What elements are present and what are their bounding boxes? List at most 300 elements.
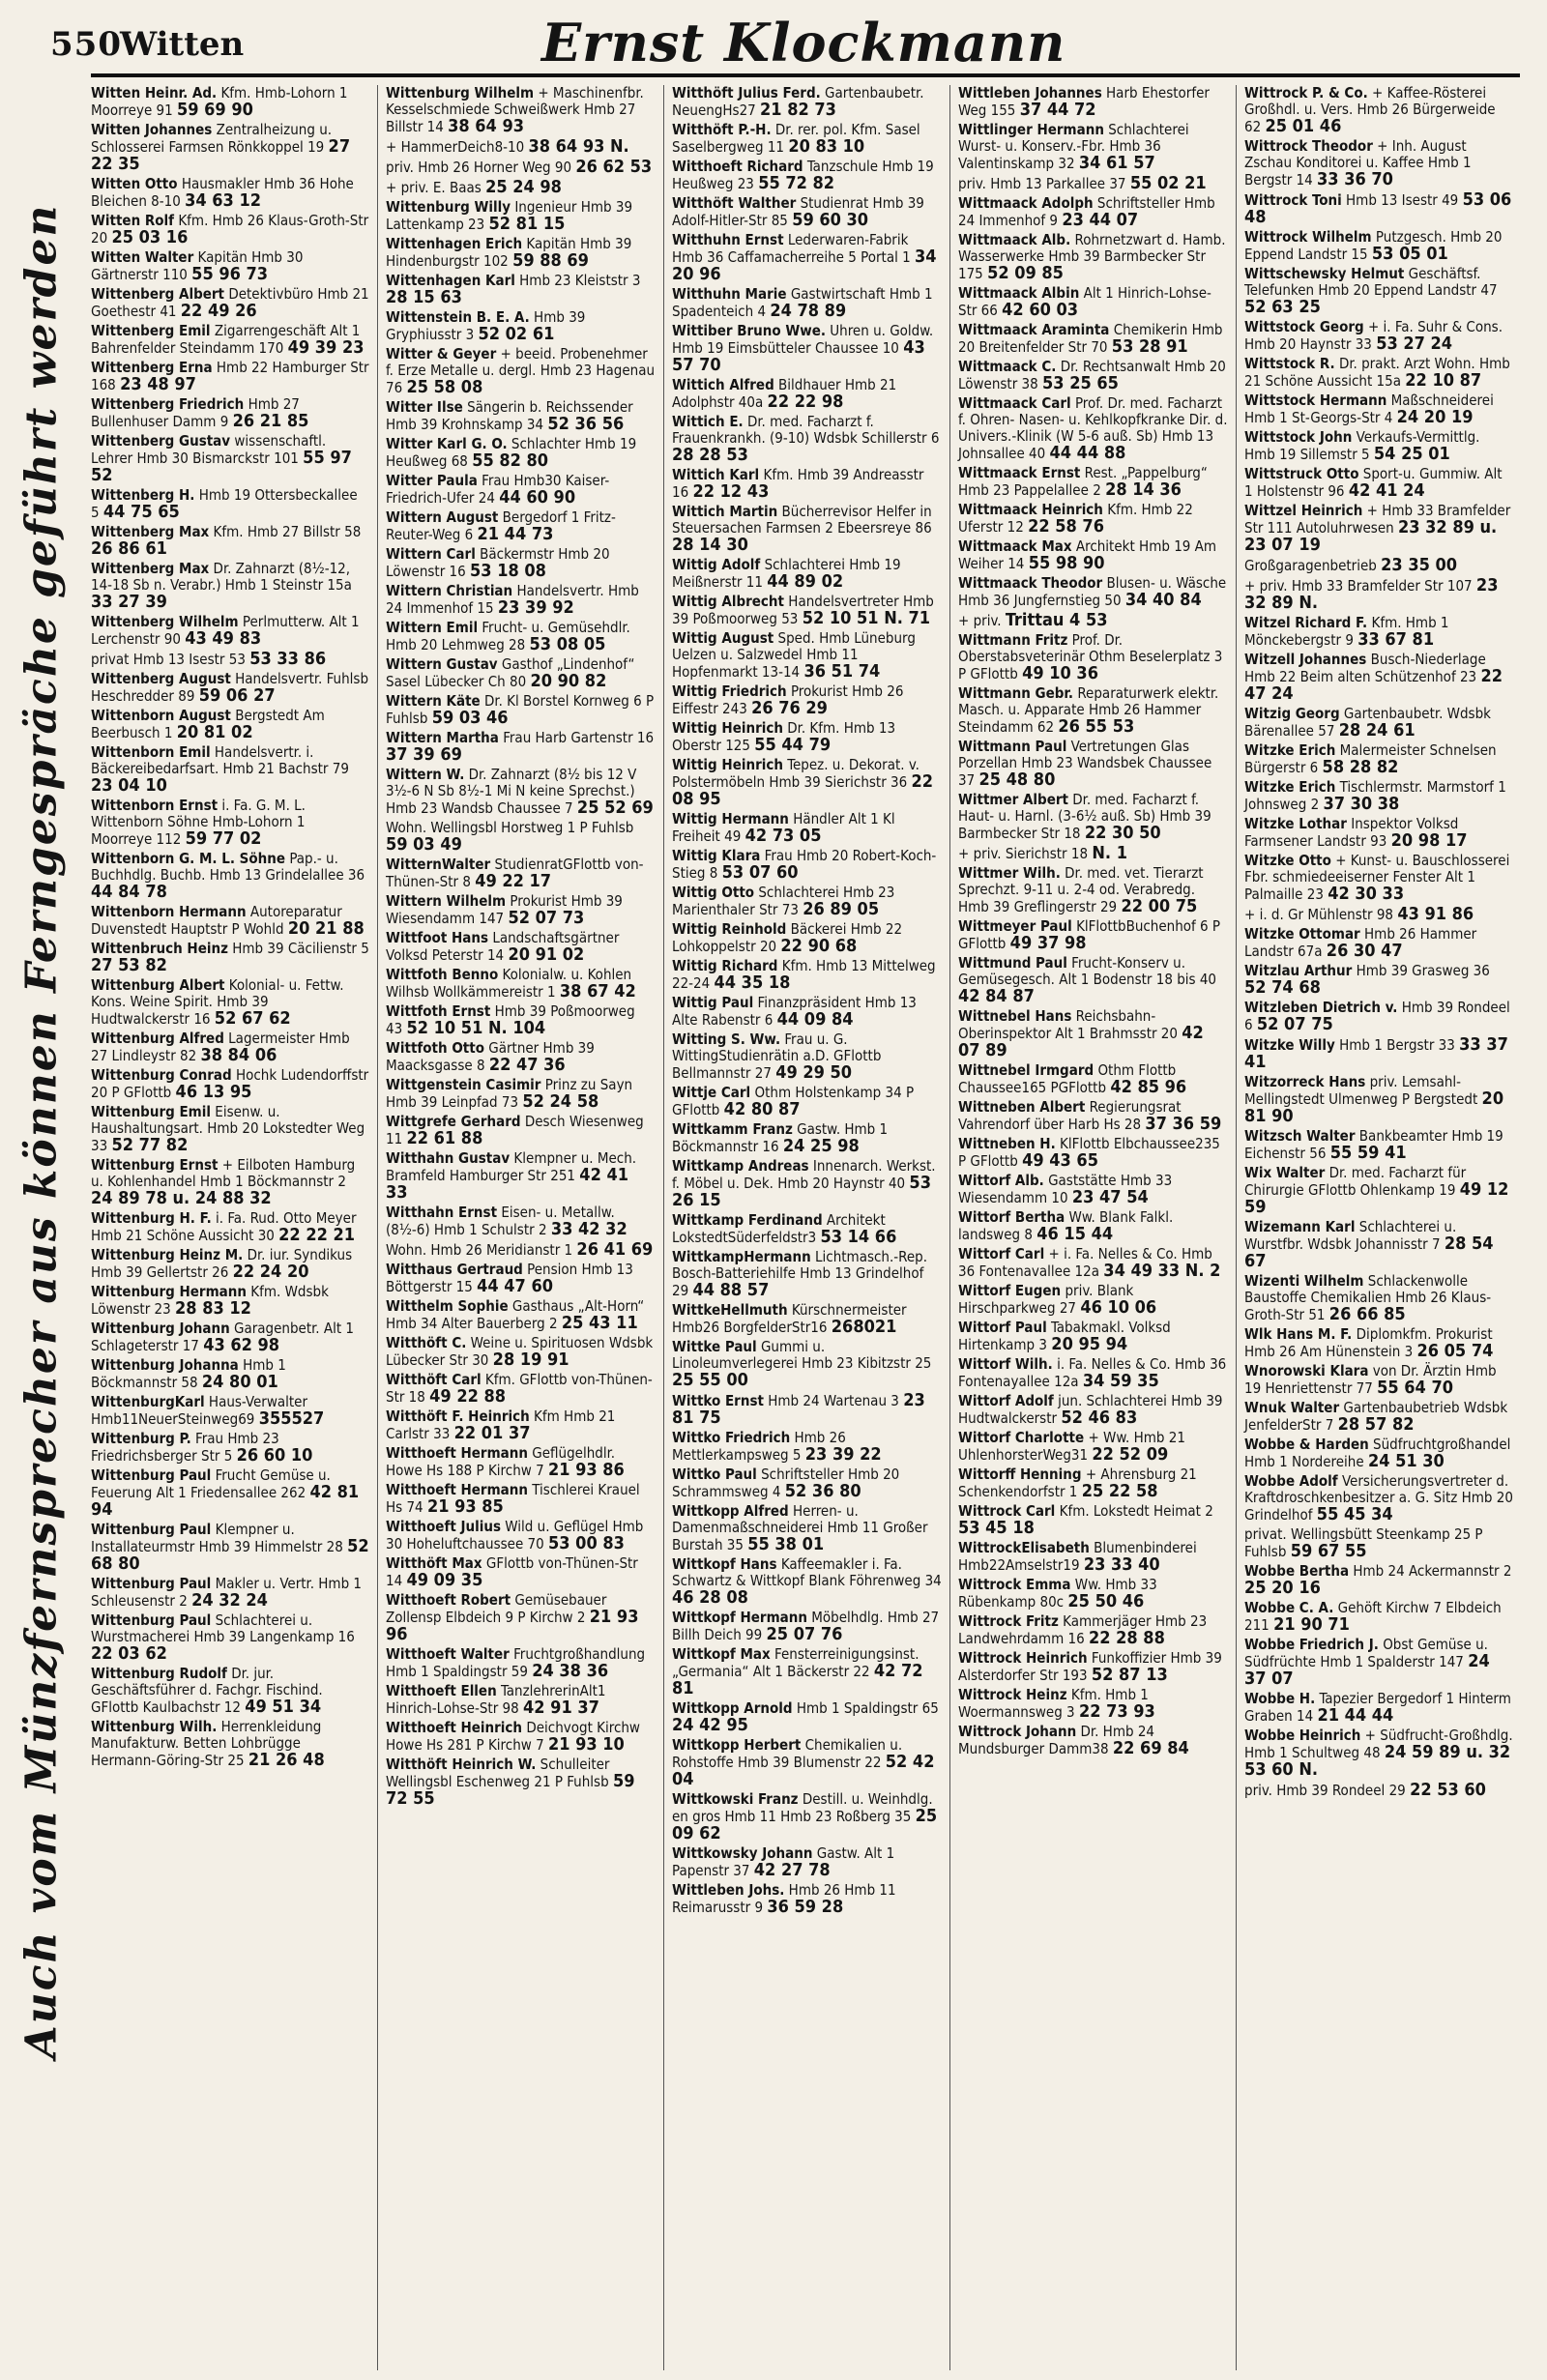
directory-entry [958, 232, 1228, 282]
entry-name: Wittig Richard [672, 957, 778, 974]
directory-entry [672, 195, 942, 229]
entry-name: Wittkowsky Johann [672, 1844, 813, 1862]
phone-number: 26 60 10 [236, 1445, 313, 1466]
directory-entry [672, 557, 942, 591]
entry-name: Witthoeft Julius [386, 1518, 501, 1535]
entry-details: Frau Harb Gartenstr 16 [503, 729, 655, 746]
entry-name: Witthahn Ernst [386, 1204, 498, 1221]
directory-entry [91, 1210, 369, 1244]
entry-details: Blumenbinderei Hmb22Amselstr19 [958, 1539, 1197, 1574]
directory-entry [1244, 429, 1514, 463]
entry-details: Funkoffizier Hmb 39 Alsterdorfer Str 193 [958, 1649, 1222, 1684]
directory-entry [958, 122, 1228, 172]
entry-details: Ww. Blank Falkl. landsweg 8 [958, 1208, 1174, 1243]
entry-details: Busch-Niederlage Hmb 22 Beim alten Schützenhof 23 [1244, 651, 1486, 685]
phone-number: 53 26 15 [672, 1173, 931, 1210]
entry-details: Chemikalien u. Rohstoffe Hmb 39 Blumenstr 22 [672, 1736, 903, 1771]
directory-entry [91, 433, 369, 484]
phone-number: 49 37 98 [1009, 933, 1087, 953]
phone-number: 55 02 21 [1129, 173, 1207, 193]
entry-name: Witthoeft Heinrich [386, 1719, 523, 1736]
directory-entry [1244, 466, 1514, 500]
entry-name: Wobbe C. A. [1244, 1599, 1334, 1616]
directory-entry [1244, 392, 1514, 426]
directory-entry [1244, 906, 1514, 923]
phone-number: 53 18 08 [470, 561, 546, 581]
directory-entry [91, 396, 369, 430]
entry-details: Blusen- u. Wäsche Hmb 36 Jungfernstieg 50 [958, 574, 1227, 609]
directory-entry [1244, 926, 1514, 960]
phone-number: 22 53 60 [1410, 1780, 1486, 1800]
entry-details: Wohn. Wellingsbl Horstweg 1 P Fuhlsb [386, 819, 634, 836]
entry-name: Wittenburg Paul [91, 1611, 212, 1629]
directory-entry [386, 967, 656, 1001]
directory-entry [672, 630, 942, 681]
phone-number: 59 03 49 [386, 834, 462, 855]
entry-name: Wittneben Albert [958, 1098, 1086, 1116]
entry-name: Wittenburg Emil [91, 1103, 211, 1120]
entry-details: Dr. Kfm. Hmb 13 Oberstr 125 [672, 719, 896, 754]
entry-details: Hmb 13 Isestr 49 [1346, 191, 1459, 209]
directory-columns [91, 85, 1522, 2370]
phone-number: 36 59 28 [767, 1897, 844, 1917]
entry-name: Wittkamp Ferdinand [672, 1211, 823, 1229]
phone-number: 52 42 04 [672, 1752, 935, 1789]
entry-name: Wittenburg Ernst [91, 1156, 219, 1174]
phone-number: 28 14 36 [1105, 479, 1182, 500]
entry-details: Handelsvertr. Hmb 24 Immenhof 15 [386, 582, 639, 617]
entry-name: Wittnebel Irmgard [958, 1061, 1095, 1079]
entry-details: Zigarrengeschäft Alt 1 Bahrenfelder Steindamm 170 [91, 322, 361, 357]
directory-entry [386, 767, 656, 817]
directory-entry [91, 1357, 369, 1391]
entry-details: Hmb 39 Gryphiusstr 3 [386, 308, 586, 343]
phone-number: 44 75 65 [102, 502, 180, 522]
directory-entry [91, 85, 369, 119]
entry-details: Kfm. Hmb 39 Andreasstr 16 [672, 466, 924, 501]
phone-number: 49 12 59 [1244, 1179, 1509, 1217]
entry-name: Wittstruck Otto [1244, 465, 1359, 482]
directory-entry [91, 487, 369, 521]
phone-number: N. 1 [1092, 843, 1127, 863]
entry-details: Dr. med. Facharzt f. Haut- u. Harnl. (3-6½ auß. Sb) Hmb 39 Barmbecker Str 18 [958, 791, 1211, 842]
directory-entry [958, 575, 1228, 609]
entry-details: priv. Hmb 39 Rondeel 29 [1244, 1782, 1406, 1799]
entry-name: Wittenberg Albert [91, 285, 225, 303]
entry-name: Wittenberg Erna [91, 359, 213, 376]
directory-entry [91, 561, 369, 611]
phone-number: 34 20 96 [672, 247, 937, 284]
entry-name: Wittenburg Hermann [91, 1283, 247, 1300]
directory-entry [672, 921, 942, 955]
directory-entry [958, 1430, 1228, 1464]
entry-name: Wittrock Emma [958, 1576, 1071, 1593]
directory-entry [1244, 1000, 1514, 1033]
directory-entry [91, 851, 369, 901]
directory-entry [386, 273, 656, 306]
entry-details: i. Fa. G. M. L. Wittenborn Söhne Hmb-Lohorn 1 Moorreye 112 [91, 797, 306, 848]
directory-column [377, 85, 663, 2370]
entry-details: Kfm. Hmb 26 Klaus-Groth-Str 20 [91, 212, 369, 247]
directory-entry [91, 1321, 369, 1354]
entry-name: Wittzel Heinrich [1244, 502, 1363, 519]
directory-entry [672, 85, 942, 119]
entry-name: Wix Walter [1244, 1164, 1326, 1181]
directory-entry [672, 286, 942, 320]
phone-number: 33 42 32 [550, 1219, 628, 1239]
phone-number: 59 69 90 [177, 100, 253, 120]
phone-number: 27 22 35 [91, 136, 351, 174]
phone-number: 22 90 68 [780, 936, 858, 956]
entry-name: Wittenberg Max [91, 523, 210, 540]
entry-details: Desch Wiesenweg 11 [386, 1113, 644, 1147]
entry-name: Witzke Ottomar [1244, 925, 1360, 943]
entry-name: Wittich Karl [672, 466, 760, 483]
entry-name: Wittleben Johs. [672, 1881, 785, 1899]
entry-details: Harb Ehestorfer Weg 155 [958, 85, 1210, 119]
entry-details: Fruchtgroßhandlung Hmb 1 Spaldingstr 59 [386, 1645, 646, 1680]
entry-name: Wittenberg Gustav [91, 432, 231, 450]
entry-name: Wittkowski Franz [672, 1790, 799, 1808]
directory-entry [386, 1003, 656, 1037]
entry-details: Hmb 39 Rondeel 6 [1244, 999, 1510, 1033]
directory-entry [91, 249, 369, 283]
entry-name: Wittenberg Friedrich [91, 395, 245, 413]
directory-entry [386, 179, 656, 196]
directory-entry [1244, 1637, 1514, 1688]
entry-details: + priv. Sierichstr 18 [958, 845, 1089, 862]
phone-number: 33 67 81 [1357, 629, 1435, 650]
directory-entry [91, 1247, 369, 1281]
phone-number: 52 77 82 [111, 1135, 189, 1155]
phone-number: 24 25 98 [782, 1136, 860, 1156]
phone-number: 55 97 52 [91, 448, 352, 485]
phone-number: 22 01 37 [453, 1423, 531, 1443]
entry-name: Wittenburg Heinz M. [91, 1246, 244, 1263]
phone-number: 22 52 09 [1092, 1444, 1169, 1465]
phone-number: 21 44 73 [477, 524, 554, 544]
entry-name: WittkampHermann [672, 1248, 811, 1265]
entry-name: Witthoeft Hermann [386, 1444, 528, 1462]
phone-number: 53 00 83 [548, 1533, 625, 1553]
entry-name: Wittenburg Conrad [91, 1066, 232, 1084]
phone-number: 52 09 85 [987, 263, 1064, 283]
phone-number: 33 27 39 [91, 592, 167, 612]
entry-name: Witthöft Walther [672, 194, 797, 212]
phone-number: 52 36 56 [547, 414, 625, 434]
directory-entry [91, 1719, 369, 1769]
entry-details: Dr. Kl Borstel Kornweg 6 P Fuhlsb [386, 692, 655, 727]
entry-details: Tabakmakl. Volksd Hirtenkamp 3 [958, 1319, 1171, 1353]
phone-number: 55 59 41 [1329, 1143, 1407, 1163]
phone-number: 28 15 63 [386, 287, 462, 307]
phone-number: 22 47 36 [488, 1055, 566, 1075]
phone-number: 53 33 86 [249, 649, 327, 669]
phone-number: 22 28 88 [1088, 1628, 1165, 1648]
entry-details: + i. Fa. Nelles & Co. Hmb 36 Fontenavallee 12a [958, 1245, 1212, 1280]
phone-number: 55 72 82 [758, 173, 835, 193]
entry-name: Wittmaack Carl [958, 394, 1071, 412]
phone-number: 22 49 26 [180, 301, 257, 321]
entry-name: Witter Karl G. O. [386, 435, 508, 452]
directory-entry [1244, 816, 1514, 850]
phone-number: 24 80 01 [201, 1372, 278, 1392]
entry-details: Schlachterei Hmb 23 Marienthaler Str 73 [672, 884, 895, 918]
entry-name: Witthöft F. Heinrich [386, 1408, 530, 1425]
directory-entry [386, 693, 656, 727]
phone-number: 59 03 46 [431, 708, 509, 728]
phone-number: 21 93 86 [547, 1460, 625, 1480]
directory-entry [386, 820, 656, 854]
directory-entry [386, 1114, 656, 1147]
entry-name: Wobbe Adolf [1244, 1472, 1338, 1490]
entry-details: Kapitän Hmb 39 Hindenburgstr 102 [386, 235, 632, 270]
directory-entry [91, 1157, 369, 1207]
entry-details: Verkaufs-Vermittlg. Hmb 19 Sillemstr 5 [1244, 428, 1480, 463]
entry-details: Kolonial- u. Fettw. Kons. Weine Spirit. Hmb 39 Hudtwalckerstr 16 [91, 976, 344, 1028]
phone-number: 26 89 05 [803, 899, 880, 919]
entry-details: Dr. Rechtsanwalt Hmb 20 Löwenstr 38 [958, 358, 1226, 392]
entry-details: + HammerDeich8-10 [386, 138, 525, 156]
phone-number: 34 63 12 [185, 190, 261, 211]
entry-name: Wnuk Walter [1244, 1399, 1340, 1416]
entry-details: Klempner u. Installateurmstr Hmb 39 Himmelstr 28 [91, 1521, 343, 1555]
entry-name: Wittneben H. [958, 1135, 1056, 1152]
entry-details: Hochk Ludendorffstr 20 P GFlottb [91, 1066, 369, 1101]
phone-number: 25 58 08 [406, 377, 483, 397]
entry-details: Frucht- u. Gemüsehdlr. Hmb 20 Lehmweg 28 [386, 619, 630, 653]
entry-details: KlFlottbBuchenhof 6 P GFlottb [958, 917, 1221, 952]
entry-name: Wittrock Heinz [958, 1686, 1067, 1703]
directory-entry [958, 285, 1228, 319]
directory-entry [386, 546, 656, 580]
entry-name: Wittmund Paul [958, 954, 1067, 972]
entry-details: Obst Gemüse u. Südfrüchte Hmb 1 Spalderstr 147 [1244, 1636, 1488, 1670]
entry-details: Gastw. Hmb 1 Böckmannstr 16 [672, 1120, 889, 1155]
phone-number: 54 25 01 [1373, 444, 1450, 464]
phone-number: 46 10 06 [1080, 1297, 1157, 1318]
entry-details: + beeid. Probenehmer f. Erze Metalle u. dergl. Hmb 23 Hagenau 76 [386, 345, 656, 396]
phone-number: 26 62 53 [575, 157, 653, 177]
directory-entry [958, 845, 1228, 862]
phone-number: 59 60 30 [792, 210, 869, 230]
directory-entry [672, 683, 942, 717]
entry-details: Handelsvertr. i. Bäckereibedarfsart. Hmb 21 Bachstr 79 [91, 743, 349, 777]
phone-number: 20 90 82 [530, 671, 607, 691]
entry-name: Wittig Heinrich [672, 719, 783, 737]
entry-name: Wittenborn Hermann [91, 903, 247, 920]
directory-entry [672, 377, 942, 411]
entry-name: Wittenberg Max [91, 560, 210, 577]
phone-number: 42 91 37 [523, 1698, 599, 1718]
phone-number: 28 54 67 [1244, 1234, 1494, 1271]
directory-entry [91, 1666, 369, 1716]
entry-name: Wobbe & Harden [1244, 1436, 1369, 1453]
phone-number: 37 30 38 [1323, 794, 1400, 814]
directory-entry [91, 744, 369, 795]
phone-number: 25 07 76 [766, 1624, 843, 1644]
directory-entry [91, 941, 369, 974]
entry-name: Wittern Carl [386, 545, 476, 563]
directory-entry [386, 1592, 656, 1643]
phone-number: 26 05 74 [1416, 1341, 1494, 1361]
entry-name: Witzsch Walter [1244, 1127, 1356, 1145]
phone-number: 52 02 61 [478, 324, 555, 344]
phone-number: 25 24 98 [485, 177, 562, 197]
directory-entry [386, 656, 656, 690]
entry-details: Kammerjäger Hmb 23 Landwehrdamm 16 [958, 1612, 1208, 1647]
directory-entry [672, 1791, 942, 1843]
directory-entry [672, 720, 942, 754]
phone-number: 26 86 61 [91, 538, 167, 559]
entry-details: Kaffeemakler i. Fa. Schwartz & Wittkopf Blank Föhrenweg 34 [672, 1555, 942, 1589]
entry-name: Wittenburg Willy [386, 198, 511, 216]
directory-entry [386, 1262, 656, 1295]
directory-entry [958, 865, 1228, 915]
entry-details: Bildhauer Hmb 21 Adolphstr 40a [672, 376, 897, 411]
entry-name: Witzel Richard F. [1244, 614, 1368, 631]
directory-entry [672, 1339, 942, 1389]
entry-details: Tischlerei Krauel Hs 74 [386, 1481, 640, 1516]
phone-number: 23 33 40 [1083, 1554, 1160, 1575]
entry-details: Prof. Dr. Oberstabsveterinär Othm Beselerplatz 3 P GFlottb [958, 631, 1223, 682]
directory-entry [958, 1356, 1228, 1390]
directory-entry [672, 811, 942, 845]
directory-entry [386, 436, 656, 470]
entry-details: Kürschnermeister Hmb26 BorgfelderStr16 [672, 1301, 907, 1336]
entry-details: Finanzpräsident Hmb 13 Alte Rabenstr 6 [672, 994, 917, 1029]
directory-entry [1244, 1074, 1514, 1125]
phone-number: 24 51 30 [1367, 1451, 1445, 1471]
entry-details: Diplomkfm. Prokurist Hmb 26 Am Hünenstein 3 [1244, 1325, 1493, 1360]
entry-name: Wittkamp Andreas [672, 1157, 809, 1175]
phone-number: 52 10 51 N. 71 [802, 608, 931, 628]
entry-name: Wittenburg Wilhelm [386, 85, 535, 102]
entry-details: Tischlermstr. Marmstorf 1 Johnsweg 2 [1244, 778, 1506, 813]
entry-details: Pap.- u. Buchhdlg. Buchb. Hmb 13 Grindelallee 36 [91, 850, 365, 884]
phone-number: 23 47 54 [1071, 1187, 1149, 1207]
directory-column [91, 85, 377, 2370]
directory-entry [672, 1737, 942, 1788]
entry-details: Reichsbahn-Oberinspektor Alt 1 Brahmsstr 20 [958, 1007, 1178, 1042]
entry-details: Dr. Hmb 24 Mundsburger Damm38 [958, 1723, 1154, 1757]
entry-name: Wittern Martha [386, 729, 499, 746]
directory-entry [386, 1445, 656, 1479]
entry-name: WittkeHellmuth [672, 1301, 788, 1319]
entry-name: Wittenburg Albert [91, 976, 225, 994]
directory-entry [1244, 779, 1514, 813]
entry-details: Schlachterei u. Wurstmacherei Hmb 39 Langenkamp 16 [91, 1611, 355, 1645]
directory-entry [1244, 1165, 1514, 1216]
directory-entry [91, 1522, 369, 1573]
directory-entry [958, 918, 1228, 952]
directory-entry [672, 1031, 942, 1082]
entry-details: + Kaffee-Rösterei Großhdl. u. Vers. Hmb 26 Bürgerweide 62 [1244, 85, 1496, 135]
entry-details: Sped. Hmb Lüneburg Uelzen u. Salzwedel Hmb 11 Hopfenmarkt 13-14 [672, 629, 916, 681]
phone-number: 34 40 84 [1124, 590, 1202, 610]
entry-details: Kfm. Hmb 1 Woermannsweg 3 [958, 1686, 1149, 1721]
entry-details: Schlachter Hmb 19 Heußweg 68 [386, 435, 637, 470]
phone-number: 46 13 95 [175, 1082, 252, 1102]
phone-number: 59 67 55 [1290, 1541, 1367, 1561]
phone-number: 42 60 03 [1002, 300, 1079, 320]
entry-name: Witthöft Heinrich W. [386, 1756, 537, 1773]
directory-entry [958, 502, 1228, 536]
directory-entry [958, 1173, 1228, 1206]
entry-details: Gastw. Alt 1 Papenstr 37 [672, 1844, 895, 1879]
directory-entry [386, 1040, 656, 1074]
phone-number: 24 20 19 [1396, 407, 1474, 427]
entry-details: Sport-u. Gummiw. Alt 1 Holstenstr 96 [1244, 465, 1503, 500]
directory-entry [386, 1482, 656, 1516]
entry-name: Witthöft P.-H. [672, 121, 772, 138]
directory-entry [386, 1756, 656, 1808]
directory-entry [958, 739, 1228, 789]
entry-details: Bäckermstr Hmb 20 Löwenstr 16 [386, 545, 610, 580]
entry-details: GFlottb von-Thünen-Str 14 [386, 1554, 638, 1589]
entry-name: Wittmann Fritz [958, 631, 1068, 649]
entry-details: + priv. E. Baas [386, 179, 482, 196]
entry-details: Kfm. Lokstedt Heimat 2 [1059, 1502, 1213, 1520]
directory-entry [386, 930, 656, 964]
phone-number: 53 08 05 [529, 634, 606, 654]
entry-name: WittenburgKarl [91, 1393, 205, 1410]
entry-details: Gastwirtschaft Hmb 1 Spadenteich 4 [672, 285, 933, 320]
directory-entry [386, 138, 656, 156]
directory-entry [91, 122, 369, 173]
entry-name: Witthoeft Walter [386, 1645, 510, 1663]
phone-number: 42 30 33 [1328, 884, 1405, 904]
entry-details: Gärtner Hmb 39 Maacksgasse 8 [386, 1039, 595, 1074]
entry-details: Wohn. Hmb 26 Meridianstr 1 [386, 1241, 573, 1259]
directory-entry [672, 1430, 942, 1464]
phone-number: 59 77 02 [185, 828, 262, 849]
entry-name: Wittstock Hermann [1244, 392, 1387, 409]
entry-details: priv. Hmb 13 Parkallee 37 [958, 175, 1126, 192]
directory-entry [91, 176, 369, 210]
directory-entry [1244, 1326, 1514, 1360]
entry-name: Wittenburg Rudolf [91, 1665, 227, 1682]
directory-entry [672, 1882, 942, 1916]
entry-details: Dr. prakt. Arzt Wohn. Hmb 21 Schöne Aussicht 15a [1244, 355, 1510, 390]
phone-number: 42 84 87 [958, 986, 1035, 1006]
phone-number: 28 14 30 [672, 535, 748, 555]
entry-name: Wittorf Carl [958, 1245, 1045, 1263]
entry-details: Frau Hmb 20 Robert-Koch-Stieg 8 [672, 847, 937, 882]
phone-number: Trittau 4 53 [1005, 610, 1108, 630]
entry-name: Witthahn Gustav [386, 1149, 511, 1167]
phone-number: 43 91 86 [1397, 904, 1474, 924]
entry-details: Pension Hmb 13 Böttgerstr 15 [386, 1261, 633, 1295]
directory-entry [386, 1646, 656, 1680]
entry-details: Frau u. G. WittingStudienrätin a.D. GFlottb Bellmannstr 27 [672, 1030, 882, 1082]
entry-details: Hmb 23 Kleiststr 3 [519, 272, 641, 289]
phone-number: 52 24 58 [522, 1091, 599, 1112]
directory-entry [672, 885, 942, 918]
entry-details: von Dr. Ärztin Hmb 19 Henriettenstr 77 [1244, 1362, 1497, 1397]
phone-number: 52 87 13 [1091, 1665, 1168, 1685]
directory-entry [958, 395, 1228, 462]
directory-entry [1244, 706, 1514, 740]
entry-details: Hmb 1 Böckmannstr 58 [91, 1356, 286, 1391]
directory-entry [958, 1209, 1228, 1243]
phone-number: 24 38 36 [532, 1661, 609, 1681]
entry-name: Wittern Käte [386, 692, 481, 710]
phone-number: 25 09 62 [672, 1806, 938, 1843]
entry-name: Witzell Johannes [1244, 651, 1367, 668]
entry-name: Wittern Gustav [386, 655, 498, 673]
entry-name: Witthoeft Hermann [386, 1481, 528, 1498]
